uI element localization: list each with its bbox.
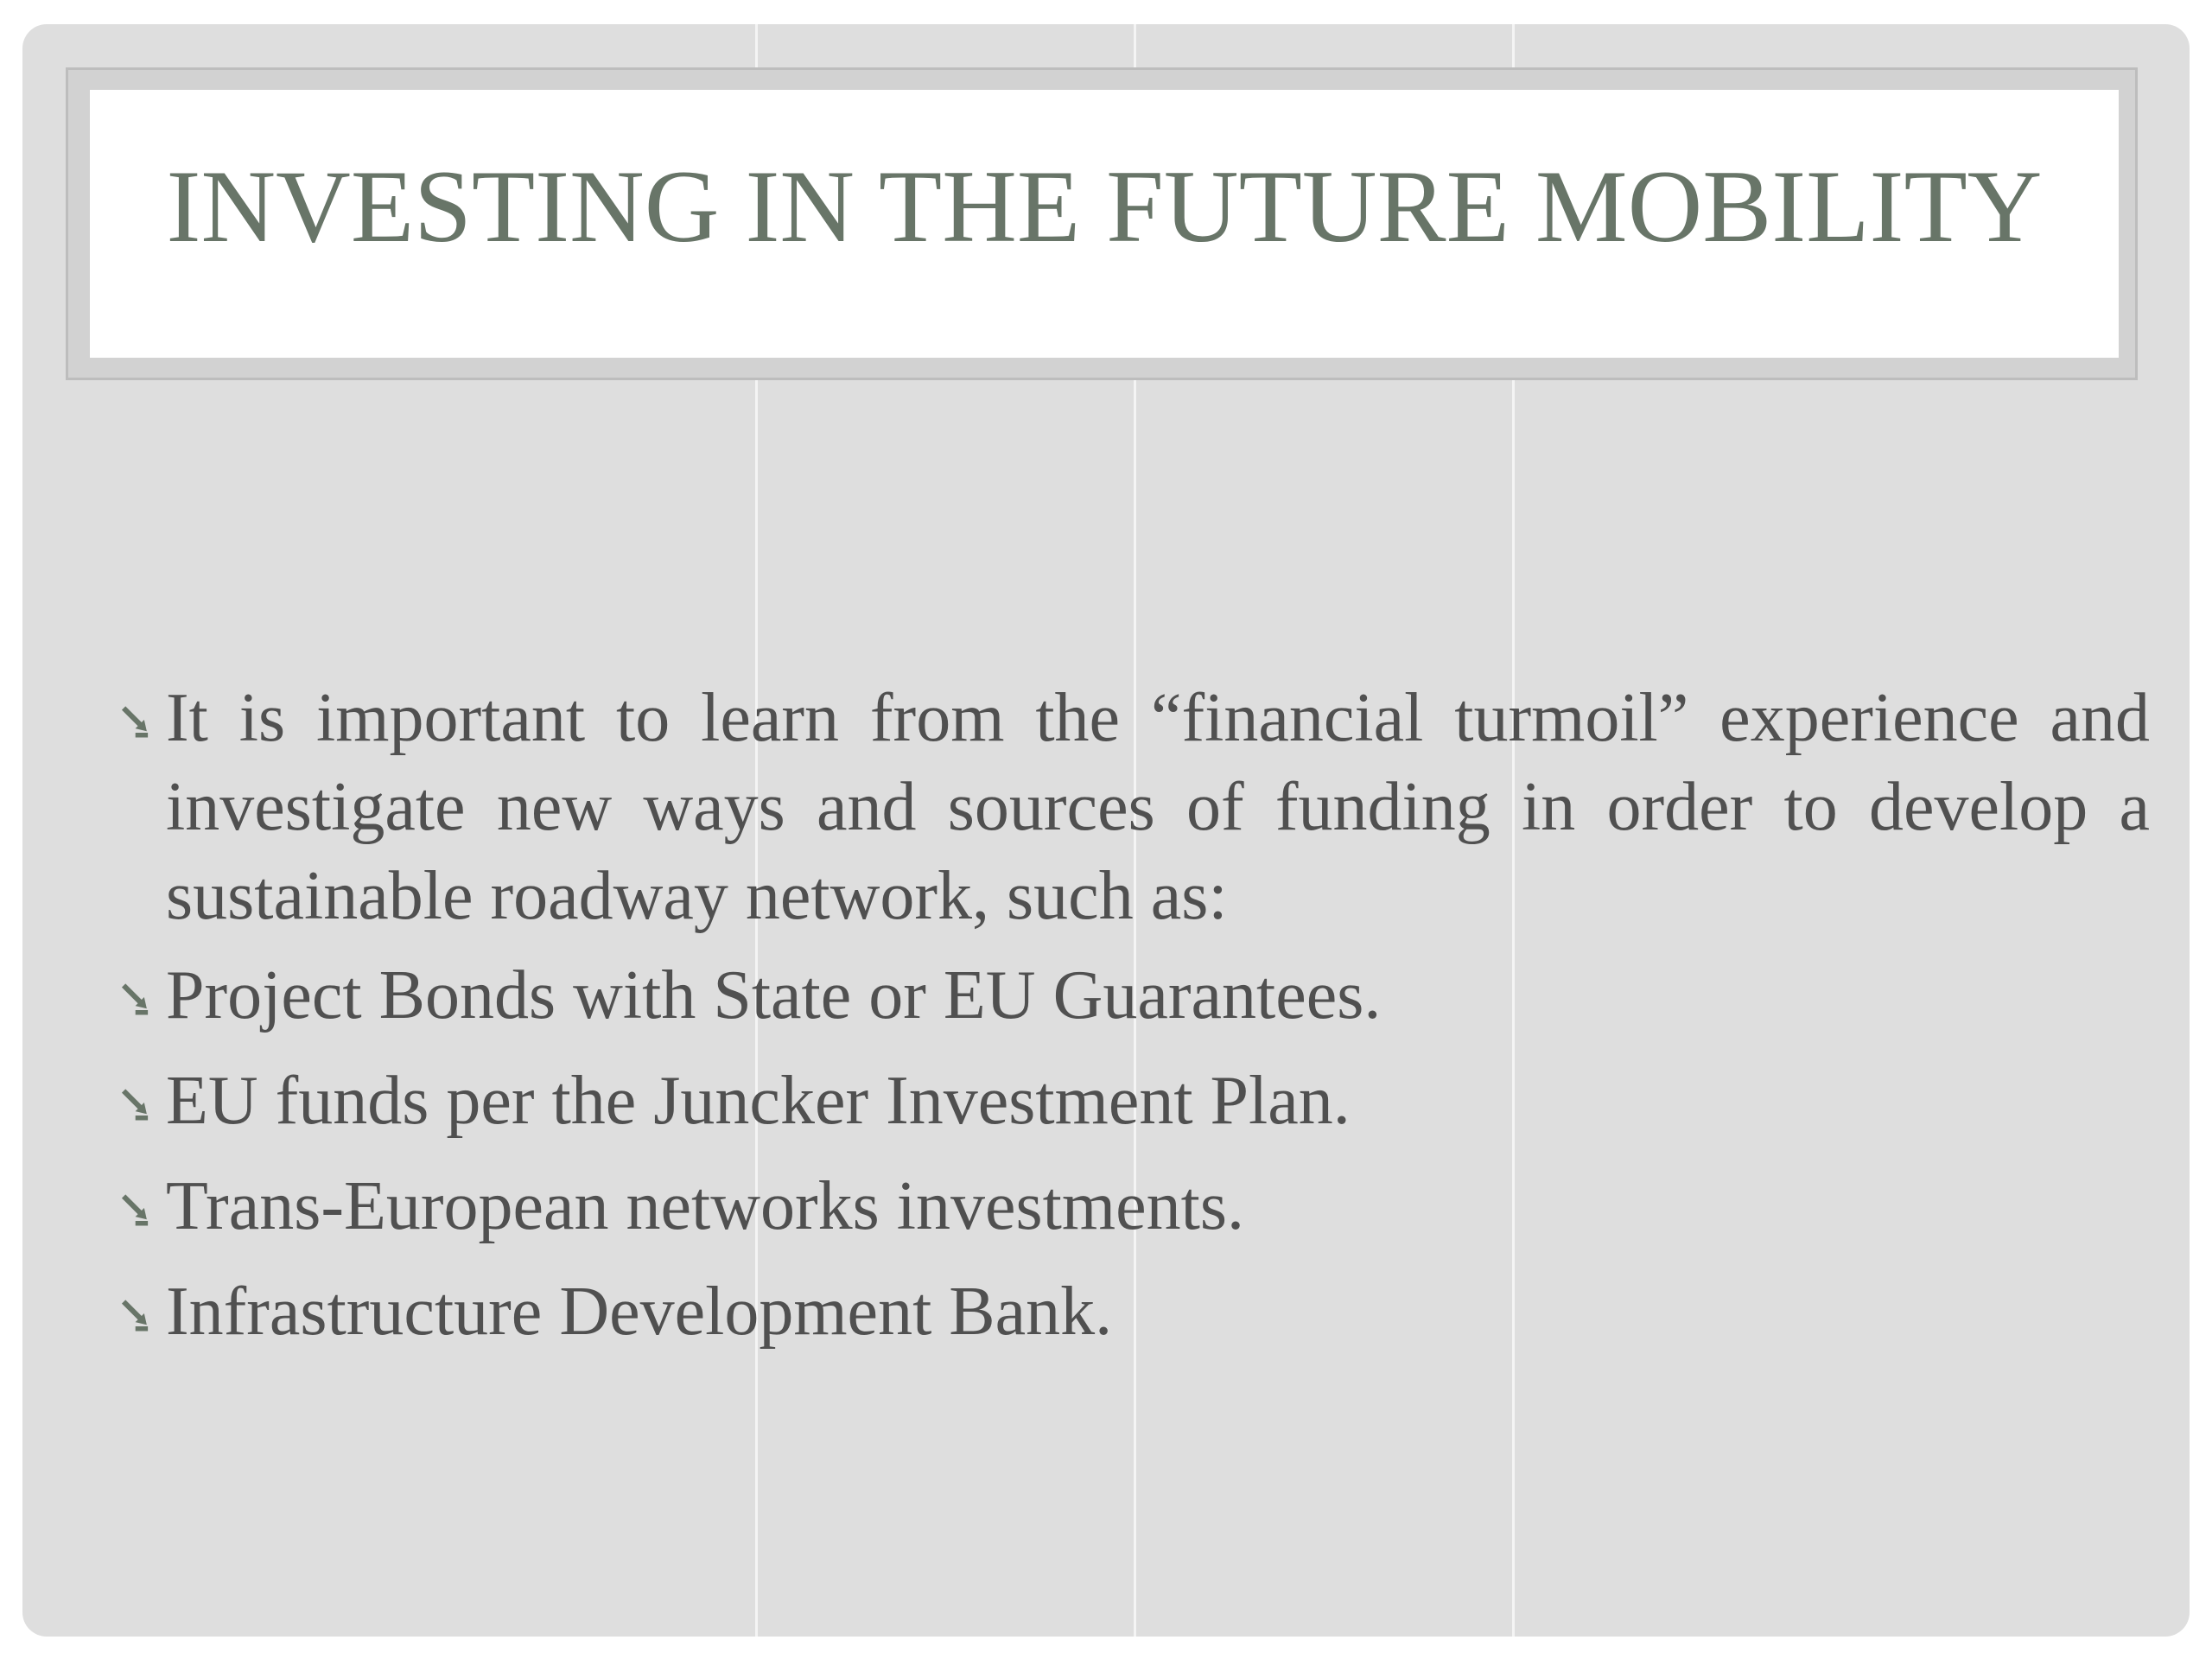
arrow-bullet-icon: ⭸ [119, 1071, 151, 1130]
bullet-item [119, 1162, 2150, 1250]
bullet-text: Trans-European networks investments. [166, 1168, 1244, 1244]
bullet-list [119, 674, 2150, 1373]
bullet-item [119, 1057, 2150, 1145]
bullet-text: Infrastructure Development Bank. [166, 1274, 1113, 1350]
arrow-bullet-icon: ⭸ [119, 689, 151, 747]
bullet-text: EU funds per the Juncker Investment Plan. [166, 1063, 1351, 1139]
bullet-item [119, 1268, 2150, 1356]
arrow-bullet-icon: ⭸ [119, 1177, 151, 1236]
bullet-item [119, 951, 2150, 1039]
slide-title: INVESTING IN THE FUTURE MOBILITY [166, 149, 2043, 264]
title-box [90, 90, 2119, 358]
bullet-text: It is important to learn from the “financial turmoil” experience and investigate new ways and sources of funding in order to develop a sustainable roadway network, such as: [166, 680, 2150, 934]
bullet-item [119, 674, 2150, 941]
slide [22, 24, 2190, 1637]
arrow-bullet-icon: ⭸ [119, 966, 151, 1025]
arrow-bullet-icon: ⭸ [119, 1282, 151, 1341]
bullet-text: Project Bonds with State or EU Guarantees. [166, 957, 1382, 1033]
